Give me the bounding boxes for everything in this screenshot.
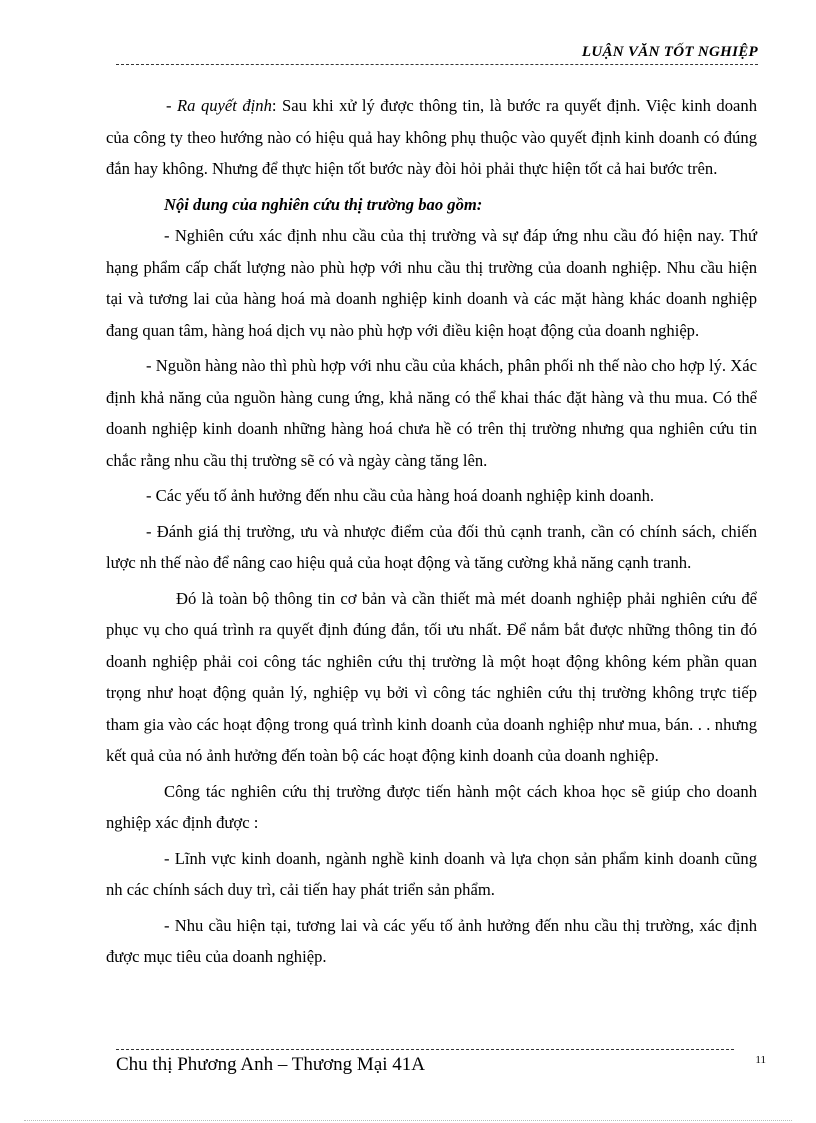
paragraph-current-demand: - Nhu cầu hiện tại, tương lai và các yếu tố ảnh hưởng đến nhu cầu thị trường, xác định được mục tiêu của doanh nghiệp. bbox=[106, 915, 757, 966]
body-text bbox=[106, 90, 757, 973]
header-divider bbox=[116, 64, 758, 65]
paragraph-business-field: - Lĩnh vực kinh doanh, ngành nghề kinh doanh và lựa chọn sản phẩm kinh doanh cũng nh các chính sách duy trì, cải tiến hay phát triển sản phẩm. bbox=[106, 848, 757, 899]
footer-divider bbox=[116, 1049, 734, 1050]
paragraph-supply-source: - Nguồn hàng nào thì phù hợp với nhu cầu của khách, phân phối nh thế nào cho hợp lý. Xác định khả năng của nguồn hàng cung ứng, khả năng có thể khai thác đặt hàng và thu mua. Có thể doanh nghiệp kinh doanh những hàng hoá chưa hề có trên thị trường nhưng qua nghiên cứu tin chắc rằng nhu cầu thị trường sẽ có và ngày càng tăng lên. bbox=[106, 356, 757, 470]
paragraph-demand-research: - Nghiên cứu xác định nhu cầu của thị trường và sự đáp ứng nhu cầu đó hiện nay. Thứ hạng phẩm cấp chất lượng nào phù hợp với nhu cầu thị trường của doanh nghiệp. Nhu cầu hiện tại và tương lai của hàng hoá mà doanh nghiệp kinh doanh và các mặt hàng khác doanh nghiệp đang quan tâm, hàng hoá dịch vụ nào phù hợp với điều kiện hoạt động của doanh nghiệp. bbox=[106, 226, 757, 340]
paragraph-market-evaluation: - Đánh giá thị trường, ưu và nhược điểm của đối thủ cạnh tranh, cần có chính sách, chiến lược nh thế nào để nâng cao hiệu quả của hoạt động và tăng cường khả năng cạnh tranh. bbox=[106, 521, 757, 572]
paragraph-summary: Đó là toàn bộ thông tin cơ bản và cần thiết mà mét doanh nghiệp phải nghiên cứu để phục vụ cho quá trình ra quyết định đúng đắn, tối ưu nhất. Để nắm bắt được những thông tin đó doanh nghiệp phải coi công tác nghiên cứu thị trường là một hoạt động không kém phần quan trọng như hoạt động quản lý, nghiệp vụ bởi vì công tác nghiên cứu thị trường không trực tiếp tham gia vào các hoạt động trong quá trình kinh doanh của doanh nghiệp như mua, bán. . . nhưng kết quả của nó ảnh hưởng đến toàn bộ các hoạt động kinh doanh của doanh nghiệp. bbox=[106, 588, 757, 765]
paragraph-factors: - Các yếu tố ảnh hưởng đến nhu cầu của hàng hoá doanh nghiệp kinh doanh. bbox=[146, 486, 655, 505]
decision-label: Ra quyết định bbox=[177, 96, 272, 115]
section-heading: Nội dung của nghiên cứu thị trường bao gồm: bbox=[164, 194, 483, 214]
page-bottom-border bbox=[24, 1120, 792, 1121]
page-number: 11 bbox=[755, 1054, 766, 1066]
footer-author: Chu thị Phương Anh – Thương Mại 41A bbox=[116, 1054, 426, 1075]
running-header-title: LUẬN VĂN TỐT NGHIỆP bbox=[581, 44, 758, 60]
paragraph-decision: - Ra quyết định: Sau khi xử lý được thông tin, là bước ra quyết định. Việc kinh doanh của công ty theo hướng nào có hiệu quả hay không phụ thuộc vào quyết định kinh doanh có đúng đắn hay không. Nhưng để thực hiện tốt bước này đòi hỏi phải thực hiện tốt cả hai bước trên. bbox=[106, 96, 757, 178]
decision-text: : Sau khi xử lý được thông tin, là bước ra quyết định. Việc kinh doanh của công ty theo hướng nào có hiệu quả hay không phụ thuộc vào quyết định kinh doanh có đúng đắn hay không. Nhưng để thực hiện tốt bước này đòi hỏi phải thực hiện tốt cả hai bước trên. bbox=[106, 96, 757, 178]
paragraph-research-benefits: Công tác nghiên cứu thị trường được tiến hành một cách khoa học sẽ giúp cho doanh nghiệp xác định được : bbox=[106, 781, 757, 832]
